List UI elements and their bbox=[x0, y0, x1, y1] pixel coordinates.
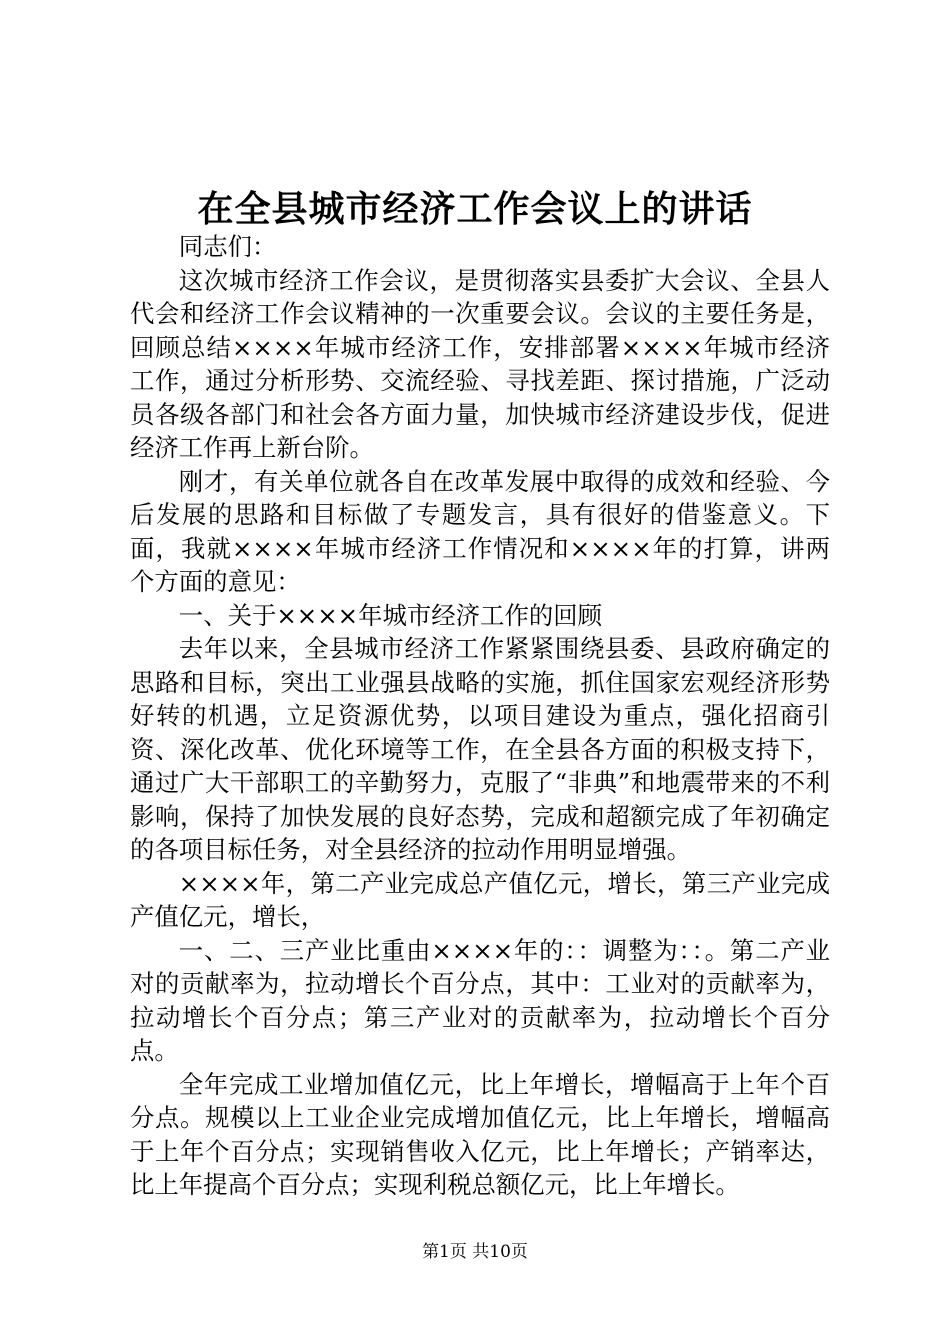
document-title: 在全县城市经济工作会议上的讲话 bbox=[197, 188, 753, 230]
paragraph-industrial-value: 全年完成工业增加值亿元，比上年增长，增幅高于上年个百分点。规模以上工业企业完成增加值亿元，比上年增长，增幅高于上年个百分点；实现销售收入亿元，比上年增长；产销率达，比上年提高个百分点；实现利税总额亿元，比上年增长。 bbox=[130, 1069, 830, 1199]
paragraph-intro: 这次城市经济工作会议，是贯彻落实县委扩大会议、全县人代会和经济工作会议精神的一次重要会议。会议的主要任务是，回顾总结××××年城市经济工作，安排部署××××年城市经济工作，通过分析形势、交流经验、寻找差距、探讨措施，广泛动员各级各部门和社会各方面力量，加快城市经济建设步伐，促进经济工作再上新台阶。 bbox=[130, 265, 830, 462]
document-body bbox=[130, 230, 830, 1202]
paragraph-review: 去年以来，全县城市经济工作紧紧围绕县委、县政府确定的思路和目标，突出工业强县战略的实施，抓住国家宏观经济形势好转的机遇，立足资源优势，以项目建设为重点，强化招商引资、深化改革、优化环境等工作，在全县各方面的积极支持下，通过广大干部职工的辛勤努力，克服了“非典”和地震带来的不利影响，保持了加快发展的良好态势，完成和超额完成了年初确定的各项目标任务，对全县经济的拉动作用明显增强。 bbox=[130, 634, 830, 864]
paragraph-preface: 刚才，有关单位就各自在改革发展中取得的成效和经验、今后发展的思路和目标做了专题发言，具有很好的借鉴意义。下面，我就××××年城市经济工作情况和××××年的打算，讲两个方面的意见： bbox=[130, 466, 830, 596]
page-number-footer: 第1页 共10页 bbox=[422, 1242, 528, 1262]
paragraph-greeting: 同志们： bbox=[178, 232, 277, 261]
paragraph-industry-ratio: 一、二、三产业比重由××××年的：：调整为：：。第二产业对的贡献率为，拉动增长个百分点，其中：工业对的贡献率为，拉动增长个百分点；第三产业对的贡献率为，拉动增长个百分点。 bbox=[130, 935, 830, 1065]
paragraph-industry-output: ××××年，第二产业完成总产值亿元，增长，第三产业完成产值亿元，增长， bbox=[130, 868, 830, 931]
section-heading-review: 一、关于××××年城市经济工作的回顾 bbox=[178, 600, 603, 630]
